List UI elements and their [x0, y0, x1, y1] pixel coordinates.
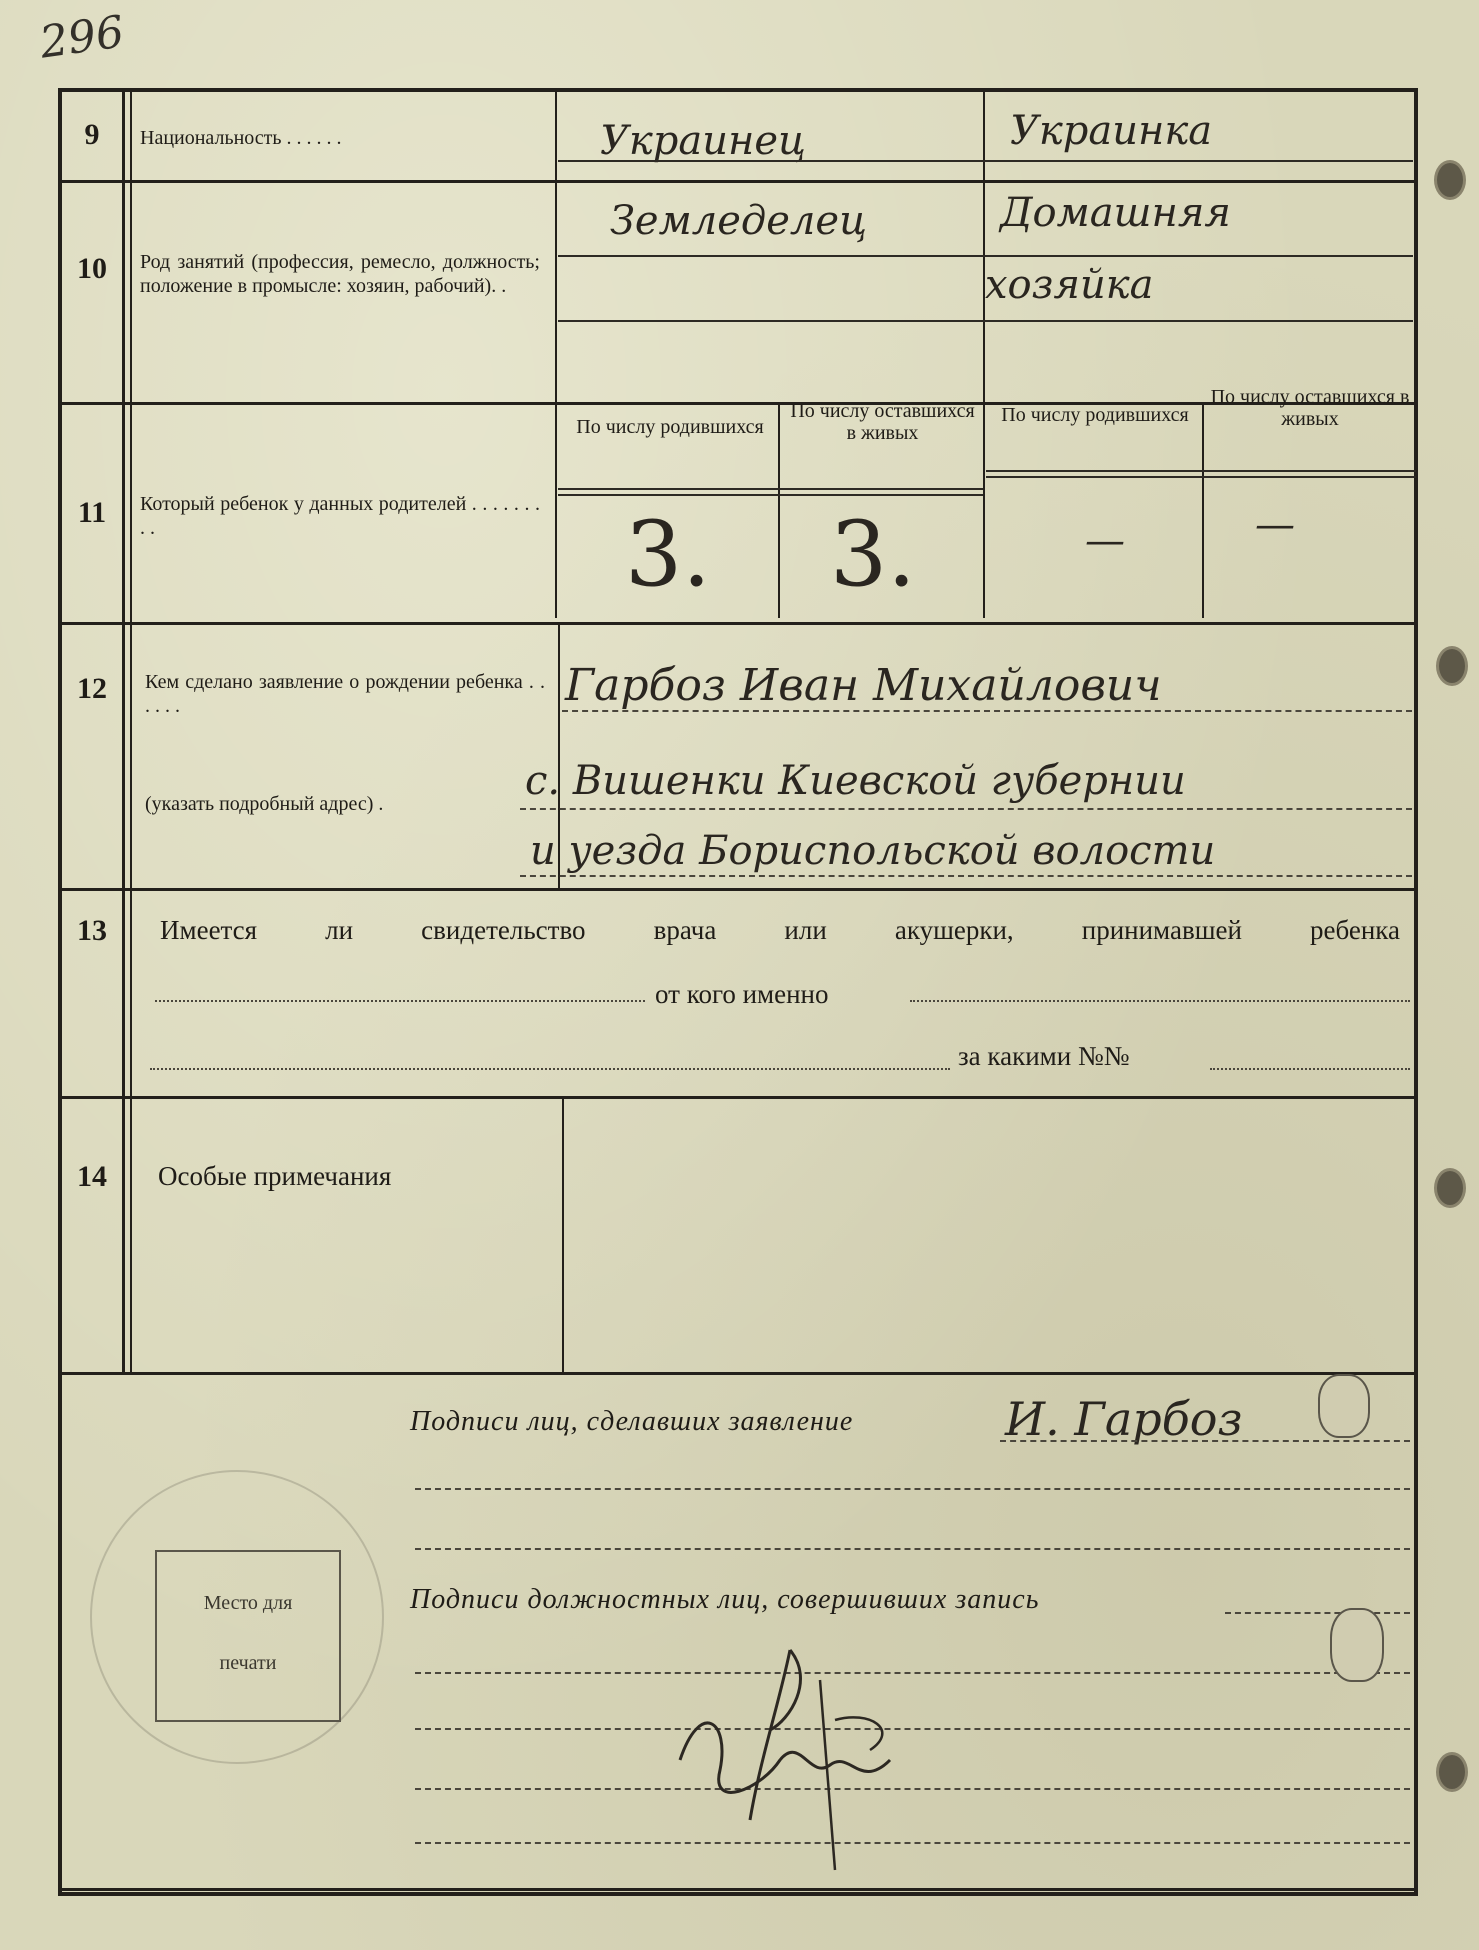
applicants-signature-label: Подписи лиц, сделавших заявление	[410, 1406, 854, 1437]
row-divider	[58, 888, 1418, 891]
torn-fastener	[1330, 1608, 1384, 1682]
address-label: (указать подробный адрес) .	[145, 793, 384, 815]
entry-line	[558, 255, 1413, 257]
entry-line	[520, 875, 1412, 877]
binding-hole	[1434, 160, 1466, 200]
header-rule	[558, 494, 983, 496]
parent-column-divider	[983, 88, 985, 618]
applicant-signature: И. Гарбоз	[1005, 1392, 1243, 1446]
father-children-alive: 3.	[830, 502, 916, 607]
row-number: 11	[77, 496, 107, 529]
signature-line	[415, 1488, 1410, 1490]
binding-hole	[1436, 646, 1468, 686]
number-column-divider	[122, 88, 125, 1372]
declarant-address-line2: и уезда Бориспольской волости	[530, 828, 1216, 874]
mother-nationality: Украинка	[1010, 108, 1213, 154]
entry-line	[558, 160, 1413, 162]
torn-fastener	[1318, 1374, 1370, 1438]
row-divider	[58, 1372, 1418, 1375]
row-divider	[58, 622, 1418, 625]
number-column-divider	[130, 88, 132, 1372]
entry-line	[155, 1000, 645, 1002]
father-born-header: По числу родившихся	[576, 416, 764, 438]
subcolumn-divider	[1202, 402, 1204, 618]
row-number: 9	[84, 118, 100, 151]
binding-hole	[1434, 1168, 1466, 1208]
child-order-label: Который ребенок у данных родителей . . . . . . . . .	[140, 493, 540, 539]
mother-occupation-line2: хозяйка	[985, 262, 1154, 308]
binding-hole	[1436, 1752, 1468, 1792]
declarant-label: Кем сделано заявление о рождении ребенка . . . . . .	[145, 671, 545, 717]
father-alive-header: По числу оставшихся в живых	[790, 400, 975, 444]
mother-born-header: По числу родившихся	[1001, 404, 1189, 426]
nationality-label: Национальность . . . . . .	[140, 127, 342, 149]
mother-children-born: —	[1085, 518, 1125, 564]
occupation-label: Род занятий (профессия, ремесло, должность; положение в промысле: хозяин, рабочий). .	[140, 251, 540, 297]
certificate-question: Имеется ли свидетельство врача или акушерки, принимавшей ребенка	[160, 915, 1400, 945]
mother-occupation-line1: Домашняя	[1000, 190, 1231, 236]
from-whom-label: от кого именно	[655, 979, 829, 1009]
signature-line	[1225, 1612, 1410, 1614]
declarant-address-line1: с. Вишенки Киевской губернии	[525, 758, 1186, 804]
label-column-divider	[555, 88, 557, 618]
row-divider	[58, 1096, 1418, 1099]
row-number: 10	[77, 252, 107, 285]
header-rule	[986, 476, 1416, 478]
entry-line	[910, 1000, 1410, 1002]
entry-line	[520, 808, 1412, 810]
header-rule	[986, 470, 1416, 472]
subcolumn-divider	[778, 402, 780, 618]
row-number: 12	[77, 672, 107, 705]
entry-line	[150, 1068, 950, 1070]
father-occupation: Земледелец	[610, 198, 867, 244]
header-rule	[558, 488, 983, 490]
signature-line	[415, 1548, 1410, 1550]
seal-place-line2: печати	[219, 1652, 277, 1674]
entry-line	[1210, 1068, 1410, 1070]
seal-place-line1: Место для	[203, 1592, 293, 1614]
father-children-born: 3.	[625, 502, 711, 607]
official-signature	[640, 1640, 940, 1880]
bottom-rule	[58, 1888, 1418, 1891]
mother-children-alive: —	[1255, 502, 1295, 548]
officials-signature-label: Подписи должностных лиц, совершивших запись	[410, 1584, 1040, 1615]
declarant-name: Гарбоз Иван Михайлович	[565, 660, 1162, 711]
row-number: 13	[77, 914, 107, 947]
row-divider	[58, 180, 1418, 183]
page-number: 296	[36, 6, 128, 69]
entry-line	[558, 320, 1413, 322]
row-number: 14	[77, 1160, 107, 1193]
mother-alive-header: По числу оставшихся в живых	[1210, 386, 1410, 430]
label-column-divider	[562, 1096, 564, 1372]
father-nationality: Украинец	[600, 118, 806, 164]
numbers-label: за какими №№	[958, 1041, 1130, 1071]
special-notes-label: Особые примечания	[158, 1161, 392, 1191]
signature-line	[1000, 1440, 1410, 1442]
seal-place-box	[155, 1550, 341, 1722]
entry-line	[562, 710, 1412, 712]
